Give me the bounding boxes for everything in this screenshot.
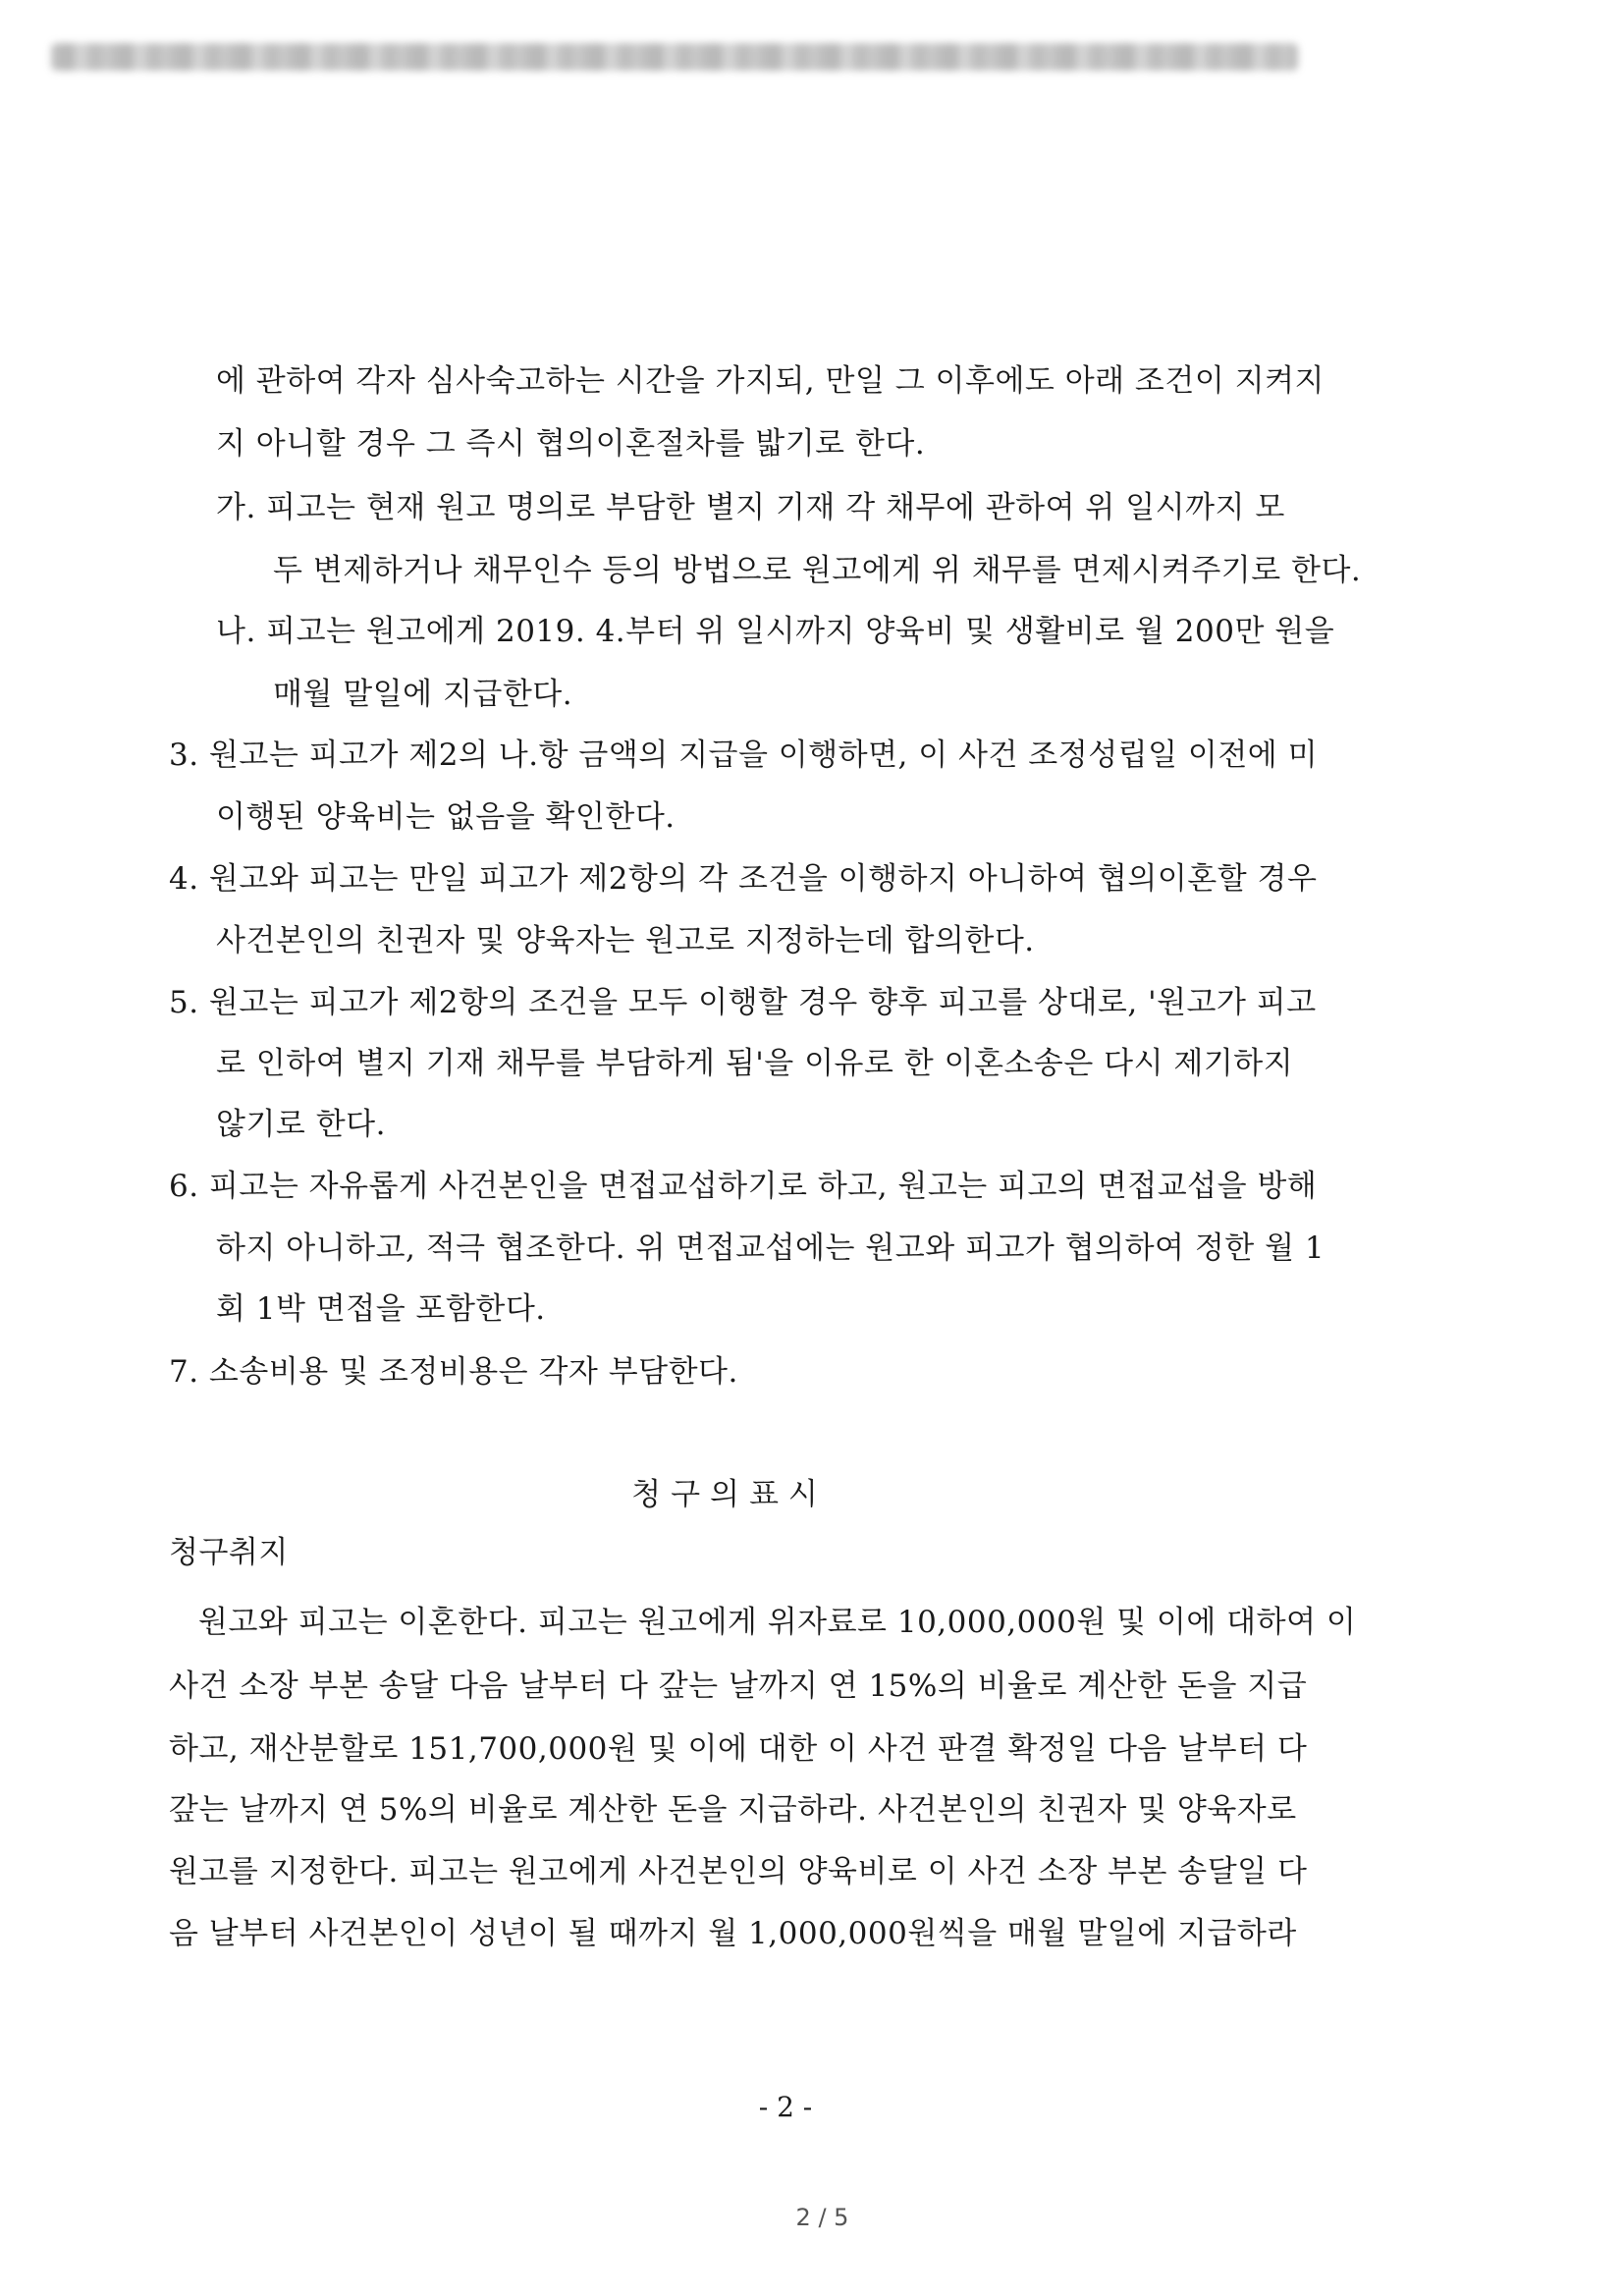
text-line: 회 1박 면접을 포함한다. [216, 1291, 546, 1327]
text-line: 에 관하여 각자 심사숙고하는 시간을 가지되, 만일 그 이후에도 아래 조건이 지켜지 [216, 363, 1325, 399]
text-line: 이행된 양육비는 없음을 확인한다. [216, 799, 676, 835]
claim-line: 갚는 날까지 연 5%의 비율로 계산한 돈을 지급하라. 사건본인의 친권자 및 양육자로 [169, 1792, 1297, 1828]
text-line: 지 아니할 경우 그 즉시 협의이혼절차를 밟기로 한다. [216, 426, 926, 462]
text-line: 않기로 한다. [216, 1107, 386, 1142]
text-line: 가. 피고는 현재 원고 명의로 부담한 별지 기재 각 채무에 관하여 위 일시까지 모 [216, 490, 1285, 525]
claim-line: 원고를 지정한다. 피고는 원고에게 사건본인의 양육비로 이 사건 소장 부본 송달일 다 [169, 1854, 1308, 1889]
section-title: 청구의표시 [631, 1477, 828, 1512]
text-line: 7. 소송비용 및 조정비용은 각자 부담한다. [169, 1354, 738, 1390]
text-line: 나. 피고는 원고에게 2019. 4.부터 위 일시까지 양육비 및 생활비로 월 200만 원을 [216, 614, 1335, 649]
text-line: 사건본인의 친권자 및 양육자는 원고로 지정하는데 합의한다. [216, 923, 1035, 958]
redacted-header [51, 43, 1298, 71]
text-line: 매월 말일에 지급한다. [273, 677, 573, 712]
text-line: 4. 원고와 피고는 만일 피고가 제2항의 각 조건을 이행하지 아니하여 협의이혼할 경우 [169, 861, 1318, 897]
text-line: 6. 피고는 자유롭게 사건본인을 면접교섭하기로 하고, 원고는 피고의 면접교섭을 방해 [169, 1169, 1318, 1204]
claim-line: 하고, 재산분할로 151,700,000원 및 이에 대한 이 사건 판결 확정일 다음 날부터 다 [169, 1731, 1308, 1767]
text-line: 두 변제하거나 채무인수 등의 방법으로 원고에게 위 채무를 면제시켜주기로 한다. [273, 553, 1362, 588]
text-line: 로 인하여 별지 기재 채무를 부담하게 됨'을 이유로 한 이혼소송은 다시 제기하지 [216, 1046, 1294, 1081]
subsection-title: 청구취지 [169, 1535, 289, 1570]
claim-line: 원고와 피고는 이혼한다. 피고는 원고에게 위자료로 10,000,000원 및 이에 대하여 이 [198, 1605, 1357, 1640]
claim-line: 사건 소장 부본 송달 다음 날부터 다 갚는 날까지 연 15%의 비율로 계산한 돈을 지급 [169, 1668, 1308, 1704]
text-line: 5. 원고는 피고가 제2항의 조건을 모두 이행할 경우 향후 피고를 상대로, '원고가 피고 [169, 985, 1317, 1020]
claim-line: 음 날부터 사건본인이 성년이 될 때까지 월 1,000,000원씩을 매월 말일에 지급하라 [169, 1916, 1297, 1951]
page-count: 2 / 5 [795, 2204, 849, 2231]
text-line: 3. 원고는 피고가 제2의 나.항 금액의 지급을 이행하면, 이 사건 조정성립일 이전에 미 [169, 738, 1319, 773]
text-line: 하지 아니하고, 적극 협조한다. 위 면접교섭에는 원고와 피고가 협의하여 정한 월 1 [216, 1230, 1325, 1266]
page-number: - 2 - [758, 2091, 813, 2123]
